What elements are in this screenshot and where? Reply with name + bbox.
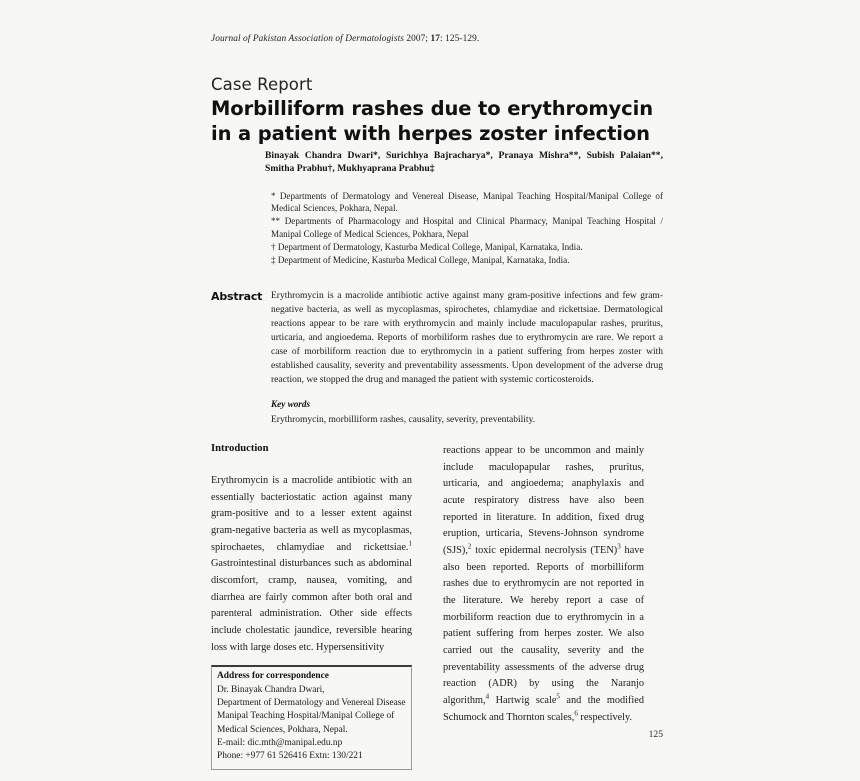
page-title: Morbilliform rashes due to erythromycin in a patient with herpes zoster infection xyxy=(211,96,653,145)
keywords-text: Erythromycin, morbilliform rashes, causality, severity, preventability. xyxy=(271,414,536,425)
author-list: Binayak Chandra Dwari*, Surichhya Bajracharya*, Pranaya Mishra**, Subish Palaian**, Smitha Prabhu†, Mukhyaprana Prabhu‡ xyxy=(265,149,663,174)
correspondence-email: E-mail: dic.mth@manipal.edu.np xyxy=(217,737,343,748)
keywords-label: Key words xyxy=(271,399,311,410)
affiliations-block xyxy=(271,190,663,267)
journal-pages: : 125-129. xyxy=(440,34,480,44)
right-text-part1: reactions appear to be uncommon and mainly include maculopapular rashes, pruritus, urticaria, and angioedema; anaphylaxis and acute respiratory distress have also been reported in literature. In addition, fixed drug eruption, urticaria, Stevens-Johnson syndrome (SJS), xyxy=(443,444,644,557)
affiliation-item: * Departments of Dermatology and Venereal Disease, Manipal Teaching Hospital/Manipal College of Medical Sciences, Pokhara, Nepal. xyxy=(271,190,663,214)
introduction-heading: Introduction xyxy=(211,442,269,454)
intro-text-part1: Erythromycin is a macrolide antibiotic with an essentially bacteriostatic action against many gram-positive and to a lesser extent against gram-negative bacteria as well as mycoplasmas, spirochaetes, chlamydiae and rickettsiae. xyxy=(211,474,412,553)
right-text-part3: have also been reported. Reports of morbilliform rashes due to erythromycin are not reported in the literature. We hereby report a case of morbiliform reaction due to erythromycin in a patient suffering from herpes zoster. We also carried out the causality, severity and the preventability assessments of the adverse drug reaction (ADR) by using the Naranjo algorithm, xyxy=(443,545,644,707)
abstract-label: Abstract xyxy=(211,290,263,303)
affiliation-item: ‡ Department of Medicine, Kasturba Medical College, Manipal, Karnataka, India. xyxy=(271,255,570,266)
reference-marker-4: 4 xyxy=(485,692,490,701)
correspondence-department: Department of Dermatology and Venereal Disease xyxy=(217,697,406,708)
journal-running-head xyxy=(211,34,663,45)
correspondence-box xyxy=(211,665,412,769)
reference-marker-6: 6 xyxy=(574,709,578,718)
page-number: 125 xyxy=(648,729,663,740)
reference-marker-5: 5 xyxy=(556,692,560,701)
title-block xyxy=(211,75,663,175)
right-text-part4: Hartwig scale xyxy=(489,695,557,707)
abstract-text: Erythromycin is a macrolide antibiotic active against many gram-positive infections and few gram-negative bacteria, as well as mycoplasmas, spirochetes, chlamydiae and rickettsiae. Dermatological reactions appear to be rare with erythromycin and mainly include maculopapular rashes, pruritus, urticaria, and angioedema. Reports of morbiliform rashes due to erythromycin are rare. We report a case of morbiliform reaction due to erythromycin in a patient suffering from herpes zoster with established causality, severity and preventability assessments. Upon development of the adverse drug reaction, we stopped the drug and managed the patient with systemic corticosteroids. xyxy=(271,291,663,386)
body-columns xyxy=(211,443,663,770)
journal-volume: 17 xyxy=(430,34,441,44)
section-label: Case Report xyxy=(211,75,313,95)
correspondence-title: Address for correspondence xyxy=(217,671,329,682)
journal-name: Journal of Pakistan Association of Dermatologists xyxy=(211,34,404,44)
page-content xyxy=(211,0,663,770)
reference-marker-1: 1 xyxy=(408,539,412,548)
journal-year: 2007; xyxy=(404,34,431,44)
right-text-part2: toxic epidermal necrolysis (TEN) xyxy=(471,545,618,557)
introduction-continuation xyxy=(443,443,644,726)
reference-marker-2: 2 xyxy=(467,542,472,551)
reference-marker-3: 3 xyxy=(617,542,621,551)
right-text-part5: and the modified Schumock and Thornton scales, xyxy=(443,695,644,723)
correspondence-phone: Phone: +977 61 526416 Extn: 130/221 xyxy=(217,751,363,762)
affiliation-item: † Department of Dermatology, Kasturba Medical College, Manipal, Karnataka, India. xyxy=(271,242,583,253)
abstract-body xyxy=(271,289,663,427)
right-text-part6: respectively. xyxy=(577,711,633,723)
correspondence-institution: Manipal Teaching Hospital/Manipal College of Medical Sciences, Pokhara, Nepal. xyxy=(217,711,395,735)
intro-text-part2: Gastrointestinal disturbances such as abdominal discomfort, cramp, nausea, vomiting, and diarrhea are fairly common after both oral and parenteral administration. Other side effects include cholestatic jaundice, reversible hearing loss with large doses etc. Hypersensitivity xyxy=(211,558,412,653)
left-column xyxy=(211,443,412,770)
abstract-section xyxy=(211,289,663,427)
introduction-paragraph xyxy=(211,473,412,656)
affiliation-item: ** Departments of Pharmacology and Hospital and Clinical Pharmacy, Manipal Teaching Hospital / Manipal College of Medical Sciences, Pokhara, Nepal xyxy=(271,216,663,240)
correspondence-name: Dr. Binayak Chandra Dwari, xyxy=(217,684,325,695)
right-column xyxy=(443,443,644,770)
